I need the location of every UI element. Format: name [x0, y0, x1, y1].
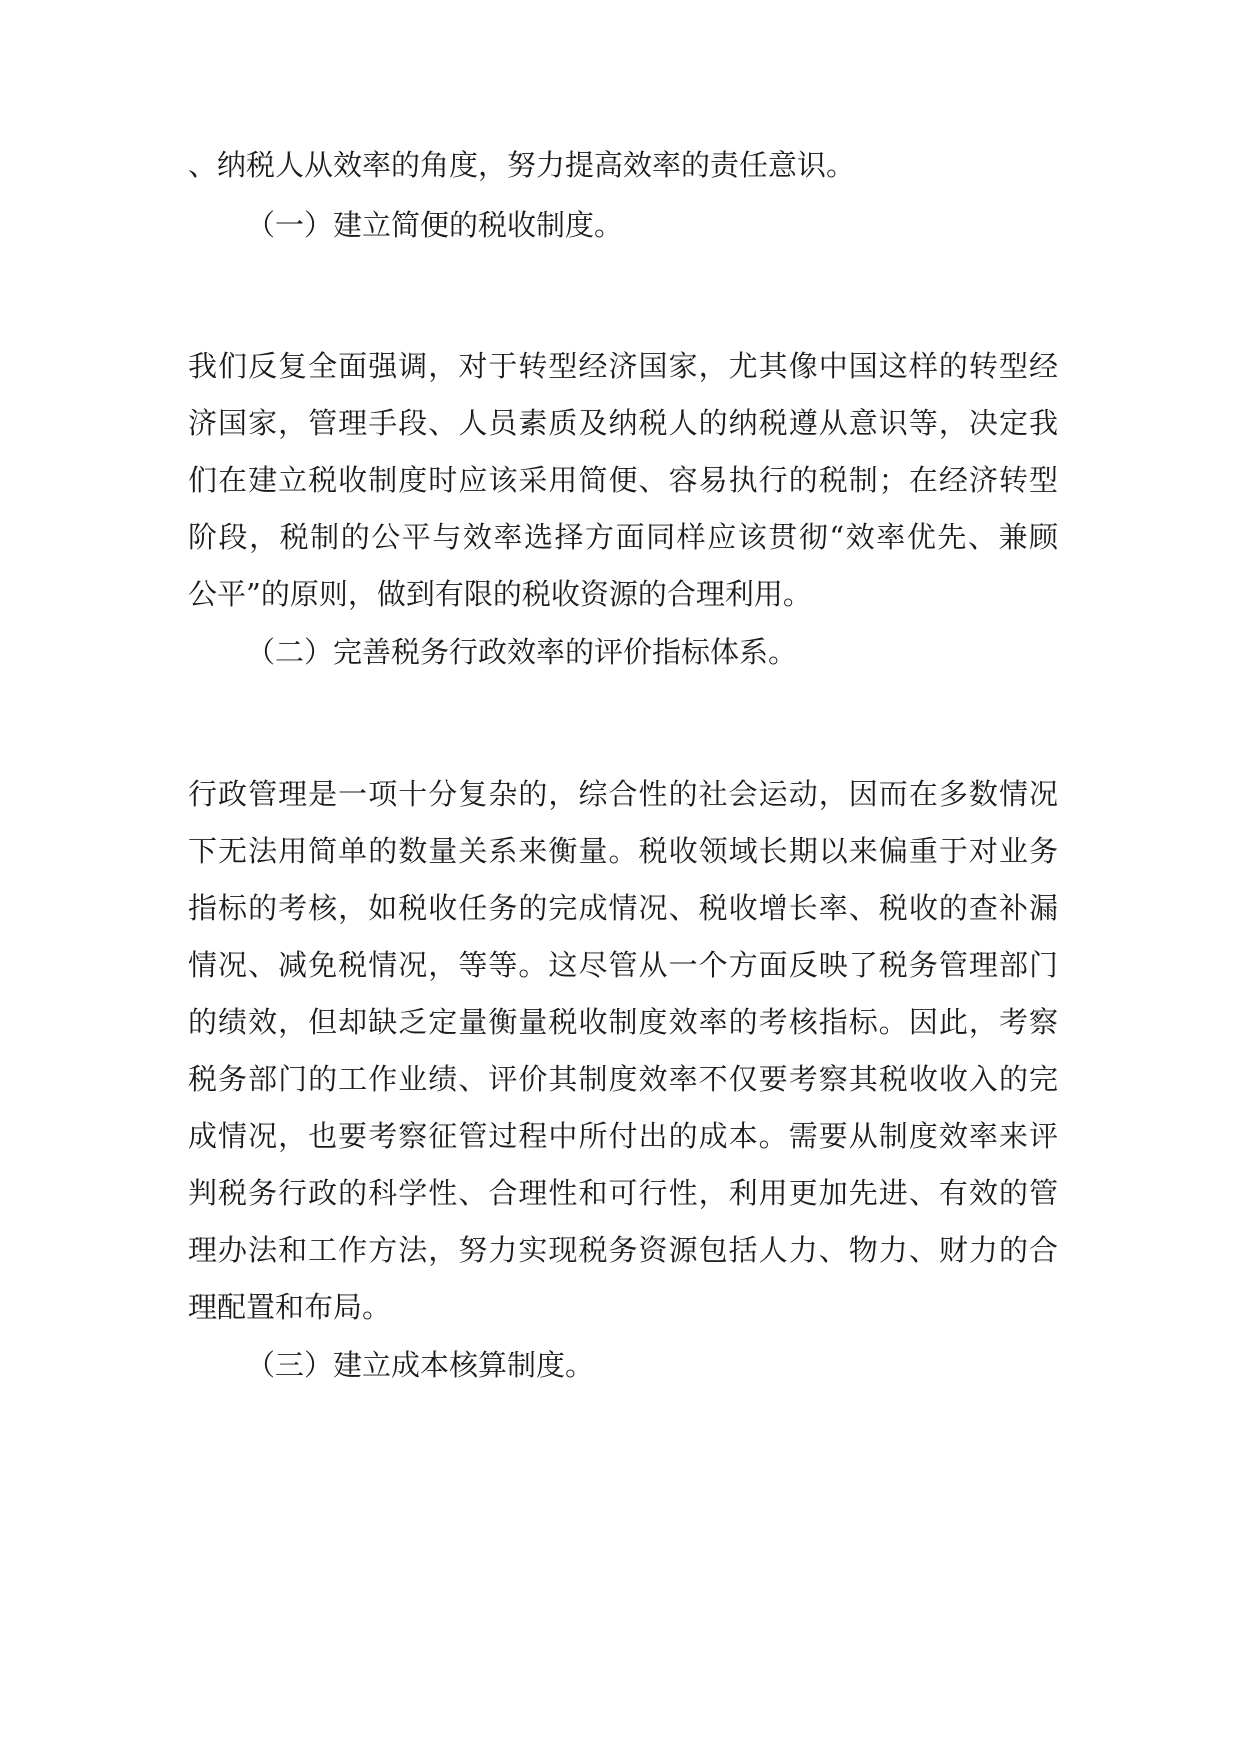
paragraph-line: 税务部门的工作业绩、评价其制度效率不仅要考察其税收收入的完 — [188, 1062, 1058, 1096]
paragraph-line: 成情况，也要考察征管过程中所付出的成本。需要从制度效率来评 — [188, 1119, 1058, 1153]
paragraph-line: 行政管理是一项十分复杂的，综合性的社会运动，因而在多数情况 — [188, 777, 1058, 811]
paragraph-line: 济国家，管理手段、人员素质及纳税人的纳税遵从意识等，决定我 — [188, 406, 1058, 440]
paragraph-line: 指标的考核，如税收任务的完成情况、税收增长率、税收的查补漏 — [188, 891, 1058, 925]
paragraph-line: 下无法用简单的数量关系来衡量。税收领域长期以来偏重于对业务 — [188, 834, 1058, 868]
paragraph-line: 我们反复全面强调，对于转型经济国家，尤其像中国这样的转型经 — [188, 349, 1058, 383]
paragraph-line: 判税务行政的科学性、合理性和可行性，利用更加先进、有效的管 — [188, 1176, 1058, 1210]
section-heading-3: （三）建立成本核算制度。 — [246, 1348, 595, 1382]
section-heading-1: （一）建立简便的税收制度。 — [246, 208, 624, 242]
paragraph-line: 们在建立税收制度时应该采用简便、容易执行的税制；在经济转型 — [188, 463, 1058, 497]
paragraph-line: 的绩效，但却缺乏定量衡量税收制度效率的考核指标。因此，考察 — [188, 1005, 1058, 1039]
section-heading-2: （二）完善税务行政效率的评价指标体系。 — [246, 635, 798, 669]
paragraph-line: 理办法和工作方法，努力实现税务资源包括人力、物力、财力的合 — [188, 1233, 1058, 1267]
paragraph-line: 阶段，税制的公平与效率选择方面同样应该贯彻“效率优先、兼顾 — [188, 520, 1058, 554]
paragraph-line: 情况、减免税情况，等等。这尽管从一个方面反映了税务管理部门 — [188, 948, 1058, 982]
paragraph-line: 理配置和布局。 — [188, 1290, 392, 1324]
paragraph-line: 公平”的原则，做到有限的税收资源的合理利用。 — [188, 577, 812, 611]
paragraph-line: 、纳税人从效率的角度，努力提高效率的责任意识。 — [188, 148, 856, 182]
